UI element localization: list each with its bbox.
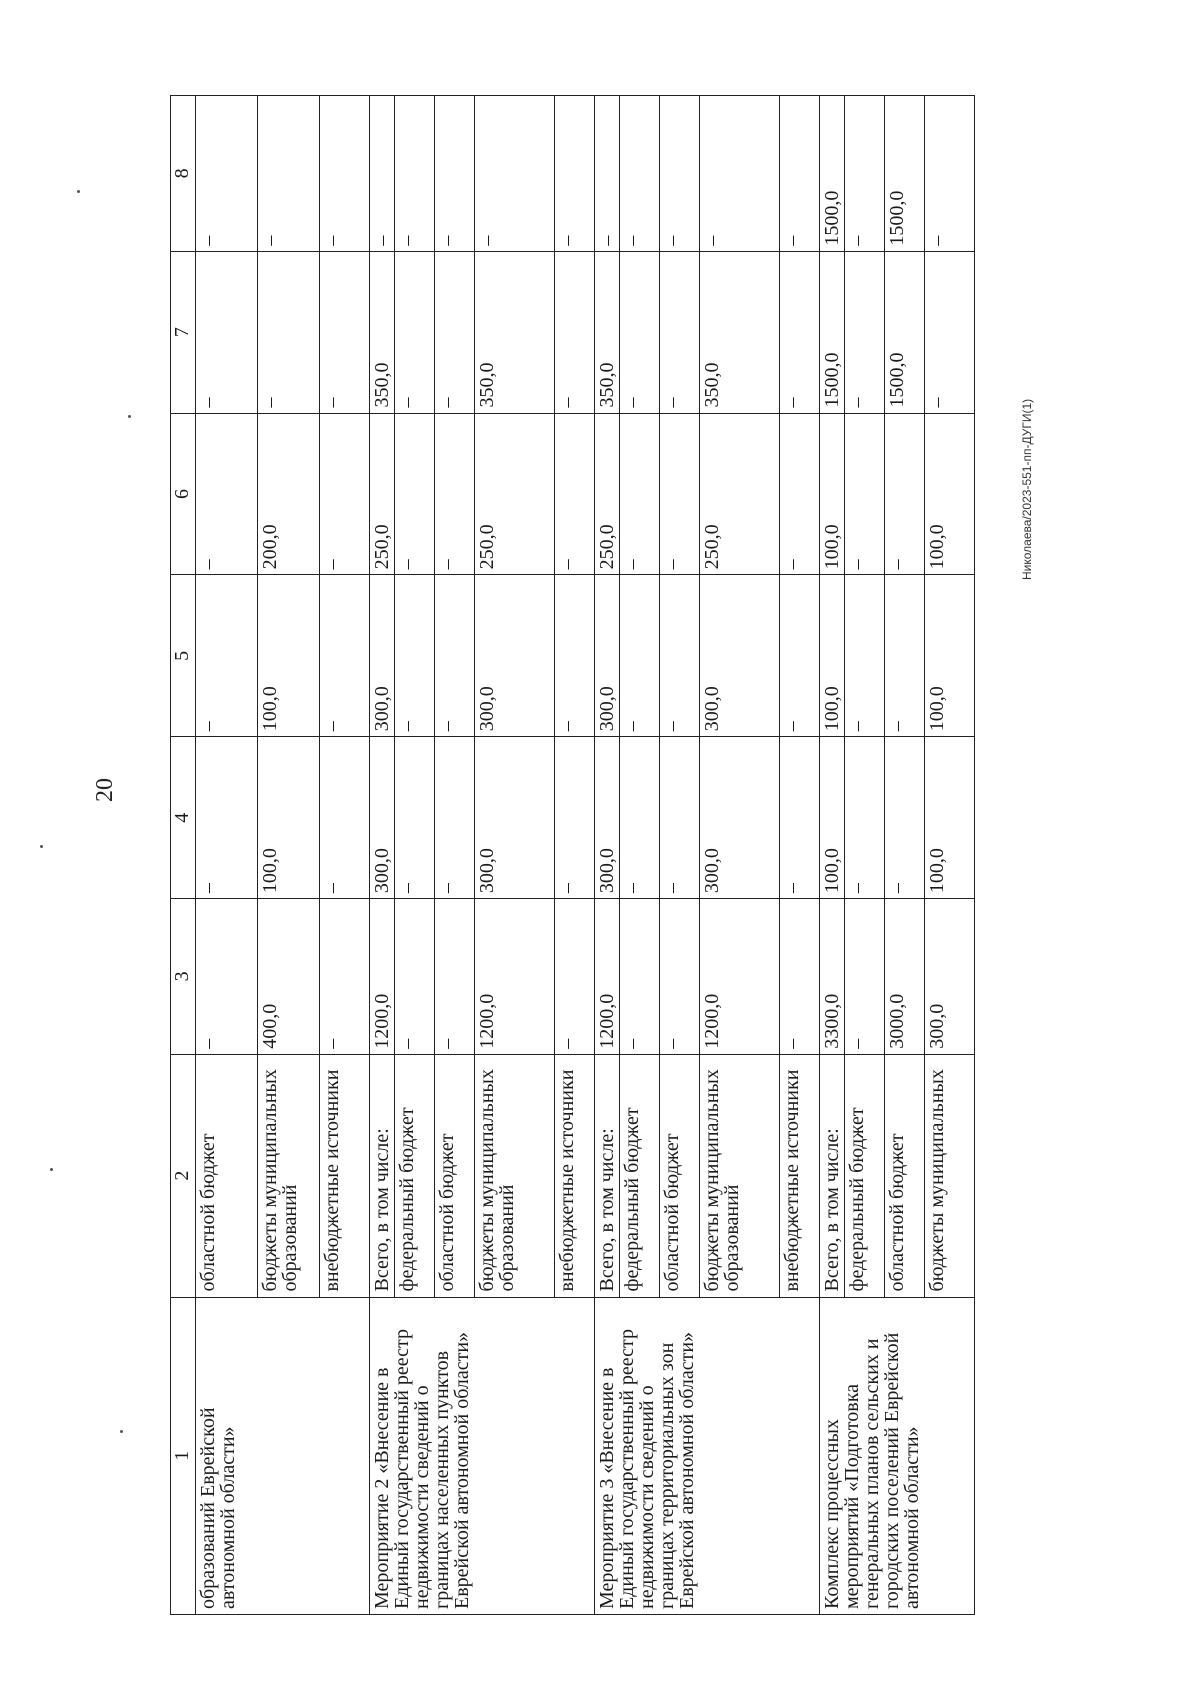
activity-name-cell: Комплекс процессных мероприятий «Подготовка генеральных планов сельских и городских поселений Еврейской автономной области» <box>820 1297 975 1614</box>
funding-source-cell: областной бюджет <box>885 1054 925 1297</box>
amount-cell: – <box>196 251 258 413</box>
amount-cell: 300,0 <box>370 575 395 737</box>
scan-speck <box>120 1430 123 1433</box>
amount-cell: – <box>660 899 700 1055</box>
funding-source-cell: Всего, в том числе: <box>820 1054 845 1297</box>
amount-cell: – <box>320 737 370 899</box>
funding-source-cell: внебюджетные источники <box>555 1054 595 1297</box>
amount-cell: – <box>660 96 700 252</box>
funding-source-cell: федеральный бюджет <box>845 1054 885 1297</box>
amount-cell: 300,0 <box>925 899 975 1055</box>
amount-cell: 250,0 <box>595 413 620 575</box>
amount-cell: – <box>555 899 595 1055</box>
table-row <box>370 96 395 1615</box>
amount-cell: – <box>845 96 885 252</box>
amount-cell: – <box>845 575 885 737</box>
amount-cell: 1200,0 <box>475 899 555 1055</box>
amount-cell: 350,0 <box>370 251 395 413</box>
amount-cell: – <box>620 737 660 899</box>
amount-cell: 300,0 <box>595 737 620 899</box>
amount-cell: 100,0 <box>925 737 975 899</box>
amount-cell: – <box>435 413 475 575</box>
scan-speck <box>50 1168 53 1171</box>
header-cell: 2 <box>171 1054 196 1297</box>
amount-cell: – <box>555 251 595 413</box>
amount-cell: 1200,0 <box>700 899 780 1055</box>
amount-cell: 100,0 <box>925 413 975 575</box>
document-code: Николаева/2023-551-пп-ДУГИ(1) <box>1020 398 1034 580</box>
amount-cell: – <box>885 413 925 575</box>
amount-cell: 1200,0 <box>370 899 395 1055</box>
amount-cell: 200,0 <box>258 413 320 575</box>
amount-cell: – <box>885 737 925 899</box>
header-row <box>171 96 196 1615</box>
table-row <box>595 96 620 1615</box>
amount-cell: 100,0 <box>258 575 320 737</box>
amount-cell: 100,0 <box>258 737 320 899</box>
amount-cell: – <box>845 737 885 899</box>
amount-cell: – <box>320 251 370 413</box>
amount-cell: – <box>925 96 975 252</box>
amount-cell: – <box>395 899 435 1055</box>
amount-cell: – <box>196 737 258 899</box>
amount-cell: – <box>435 899 475 1055</box>
amount-cell: – <box>395 413 435 575</box>
amount-cell: 1500,0 <box>885 251 925 413</box>
amount-cell: – <box>660 575 700 737</box>
funding-source-cell: внебюджетные источники <box>780 1054 820 1297</box>
amount-cell: – <box>196 413 258 575</box>
amount-cell: – <box>660 251 700 413</box>
amount-cell: – <box>780 251 820 413</box>
header-cell: 8 <box>171 96 196 252</box>
header-cell: 7 <box>171 251 196 413</box>
amount-cell: 250,0 <box>475 413 555 575</box>
amount-cell: – <box>475 96 555 252</box>
amount-cell: – <box>258 96 320 252</box>
amount-cell: – <box>555 413 595 575</box>
amount-cell: – <box>395 737 435 899</box>
amount-cell: – <box>395 575 435 737</box>
amount-cell: 300,0 <box>370 737 395 899</box>
amount-cell: – <box>435 575 475 737</box>
amount-cell: 350,0 <box>700 251 780 413</box>
amount-cell: – <box>845 899 885 1055</box>
amount-cell: 300,0 <box>475 575 555 737</box>
amount-cell: – <box>395 251 435 413</box>
header-cell: 5 <box>171 575 196 737</box>
amount-cell: 300,0 <box>475 737 555 899</box>
funding-source-cell: бюджеты муниципальных образований <box>475 1054 555 1297</box>
amount-cell: – <box>660 413 700 575</box>
amount-cell: – <box>620 899 660 1055</box>
table-row <box>820 96 845 1615</box>
scan-speck <box>40 845 43 848</box>
amount-cell: – <box>780 737 820 899</box>
funding-source-cell: федеральный бюджет <box>395 1054 435 1297</box>
table-body <box>196 96 975 1615</box>
amount-cell: – <box>620 413 660 575</box>
amount-cell: – <box>320 413 370 575</box>
amount-cell: – <box>196 575 258 737</box>
amount-cell: – <box>320 96 370 252</box>
amount-cell: – <box>555 737 595 899</box>
amount-cell: – <box>435 251 475 413</box>
amount-cell: 1200,0 <box>595 899 620 1055</box>
amount-cell: – <box>845 251 885 413</box>
funding-source-cell: областной бюджет <box>196 1054 258 1297</box>
header-cell: 1 <box>171 1297 196 1614</box>
funding-source-cell: федеральный бюджет <box>620 1054 660 1297</box>
amount-cell: – <box>196 899 258 1055</box>
amount-cell: 3000,0 <box>885 899 925 1055</box>
amount-cell: 100,0 <box>820 737 845 899</box>
scan-speck <box>128 415 131 418</box>
amount-cell: – <box>435 737 475 899</box>
amount-cell: – <box>258 251 320 413</box>
amount-cell: 3300,0 <box>820 899 845 1055</box>
activity-name-cell: образований Еврейской автономной области» <box>196 1297 370 1614</box>
amount-cell: – <box>370 96 395 252</box>
amount-cell: – <box>395 96 435 252</box>
funding-source-cell: бюджеты муниципальных <box>925 1054 975 1297</box>
amount-cell: – <box>780 575 820 737</box>
amount-cell: – <box>885 575 925 737</box>
amount-cell: 250,0 <box>370 413 395 575</box>
amount-cell: 400,0 <box>258 899 320 1055</box>
amount-cell: – <box>925 251 975 413</box>
amount-cell: – <box>780 96 820 252</box>
funding-source-cell: Всего, в том числе: <box>595 1054 620 1297</box>
amount-cell: – <box>595 96 620 252</box>
page-number: 20 <box>92 778 118 802</box>
amount-cell: 300,0 <box>595 575 620 737</box>
amount-cell: 100,0 <box>820 413 845 575</box>
funding-source-cell: Всего, в том числе: <box>370 1054 395 1297</box>
table-row <box>196 96 258 1615</box>
amount-cell: – <box>845 413 885 575</box>
funding-source-cell: областной бюджет <box>435 1054 475 1297</box>
amount-cell: 1500,0 <box>885 96 925 252</box>
amount-cell: – <box>196 96 258 252</box>
amount-cell: – <box>700 96 780 252</box>
amount-cell: – <box>660 737 700 899</box>
amount-cell: 1500,0 <box>820 251 845 413</box>
amount-cell: 100,0 <box>820 575 845 737</box>
funding-source-cell: областной бюджет <box>660 1054 700 1297</box>
amount-cell: 1500,0 <box>820 96 845 252</box>
amount-cell: 350,0 <box>475 251 555 413</box>
amount-cell: – <box>620 251 660 413</box>
header-cell: 4 <box>171 737 196 899</box>
amount-cell: – <box>555 96 595 252</box>
activity-name-cell: Мероприятие 2 «Внесение в Единый государственный реестр недвижимости сведений о границах населенных пунктов Еврейской автономной области» <box>370 1297 595 1614</box>
amount-cell: – <box>555 575 595 737</box>
activity-name-cell: Мероприятие 3 «Внесение в Единый государственный реестр недвижимости сведений о границах территориальных зон Еврейской автономной области» <box>595 1297 820 1614</box>
amount-cell: – <box>780 899 820 1055</box>
amount-cell: – <box>435 96 475 252</box>
amount-cell: 100,0 <box>925 575 975 737</box>
amount-cell: – <box>320 575 370 737</box>
amount-cell: 300,0 <box>700 575 780 737</box>
scan-speck <box>77 190 80 193</box>
header-cell: 3 <box>171 899 196 1055</box>
amount-cell: – <box>620 575 660 737</box>
amount-cell: – <box>780 413 820 575</box>
funding-source-cell: бюджеты муниципальных образований <box>700 1054 780 1297</box>
header-cell: 6 <box>171 413 196 575</box>
amount-cell: – <box>620 96 660 252</box>
amount-cell: 350,0 <box>595 251 620 413</box>
budget-table <box>170 95 975 1615</box>
amount-cell: – <box>320 899 370 1055</box>
funding-source-cell: внебюджетные источники <box>320 1054 370 1297</box>
amount-cell: 250,0 <box>700 413 780 575</box>
funding-source-cell: бюджеты муниципальных образований <box>258 1054 320 1297</box>
amount-cell: 300,0 <box>700 737 780 899</box>
